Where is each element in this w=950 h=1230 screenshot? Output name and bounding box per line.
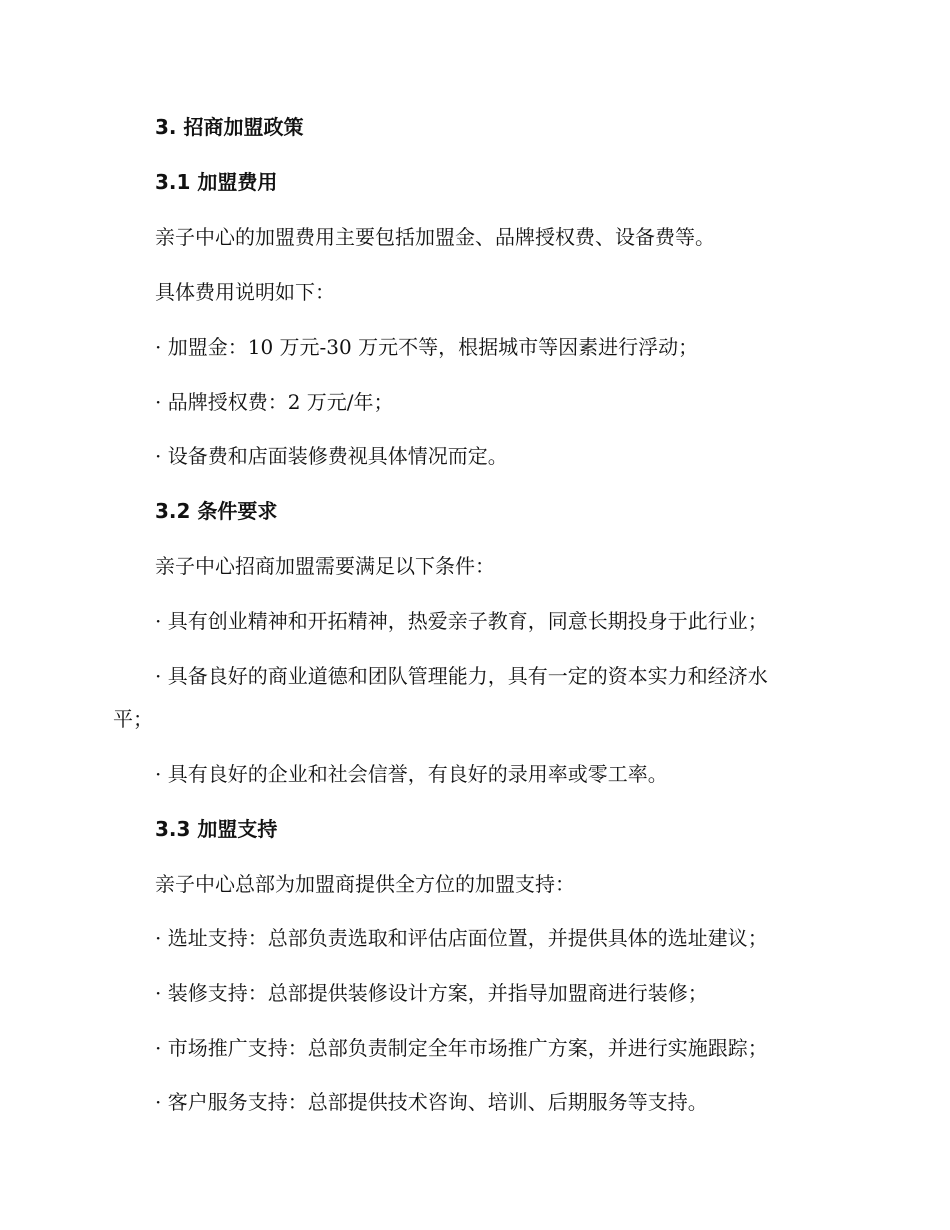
section-title: 3. 招商加盟政策 — [155, 115, 304, 139]
list-item: · 加盟金：10 万元-30 万元不等，根据城市等因素进行浮动； — [155, 335, 699, 359]
paragraph: 亲子中心招商加盟需要满足以下条件： — [155, 554, 495, 578]
paragraph: 具体费用说明如下： — [155, 280, 335, 304]
subsection-title-requirements: 3.2 条件要求 — [155, 499, 278, 523]
subsection-title-support: 3.3 加盟支持 — [155, 817, 278, 841]
subsection-title-fees: 3.1 加盟费用 — [155, 170, 278, 194]
list-item: · 品牌授权费：2 万元/年； — [155, 390, 394, 414]
list-item: · 设备费和店面装修费视具体情况而定。 — [155, 444, 508, 468]
list-item: · 具备良好的商业道德和团队管理能力，具有一定的资本实力和经济水 — [155, 664, 768, 688]
list-item: · 客户服务支持：总部提供技术咨询、培训、后期服务等支持。 — [155, 1090, 708, 1114]
list-item: · 选址支持：总部负责选取和评估店面位置，并提供具体的选址建议； — [155, 926, 768, 950]
list-item: · 具有创业精神和开拓精神，热爱亲子教育，同意长期投身于此行业； — [155, 609, 768, 633]
list-item: · 市场推广支持：总部负责制定全年市场推广方案，并进行实施跟踪； — [155, 1036, 768, 1060]
list-item: · 具有良好的企业和社会信誉，有良好的录用率或零工率。 — [155, 762, 668, 786]
list-item: · 装修支持：总部提供装修设计方案，并指导加盟商进行装修； — [155, 981, 708, 1005]
list-item-continuation: 平； — [113, 707, 153, 731]
paragraph: 亲子中心的加盟费用主要包括加盟金、品牌授权费、设备费等。 — [155, 225, 715, 249]
paragraph: 亲子中心总部为加盟商提供全方位的加盟支持： — [155, 872, 575, 896]
